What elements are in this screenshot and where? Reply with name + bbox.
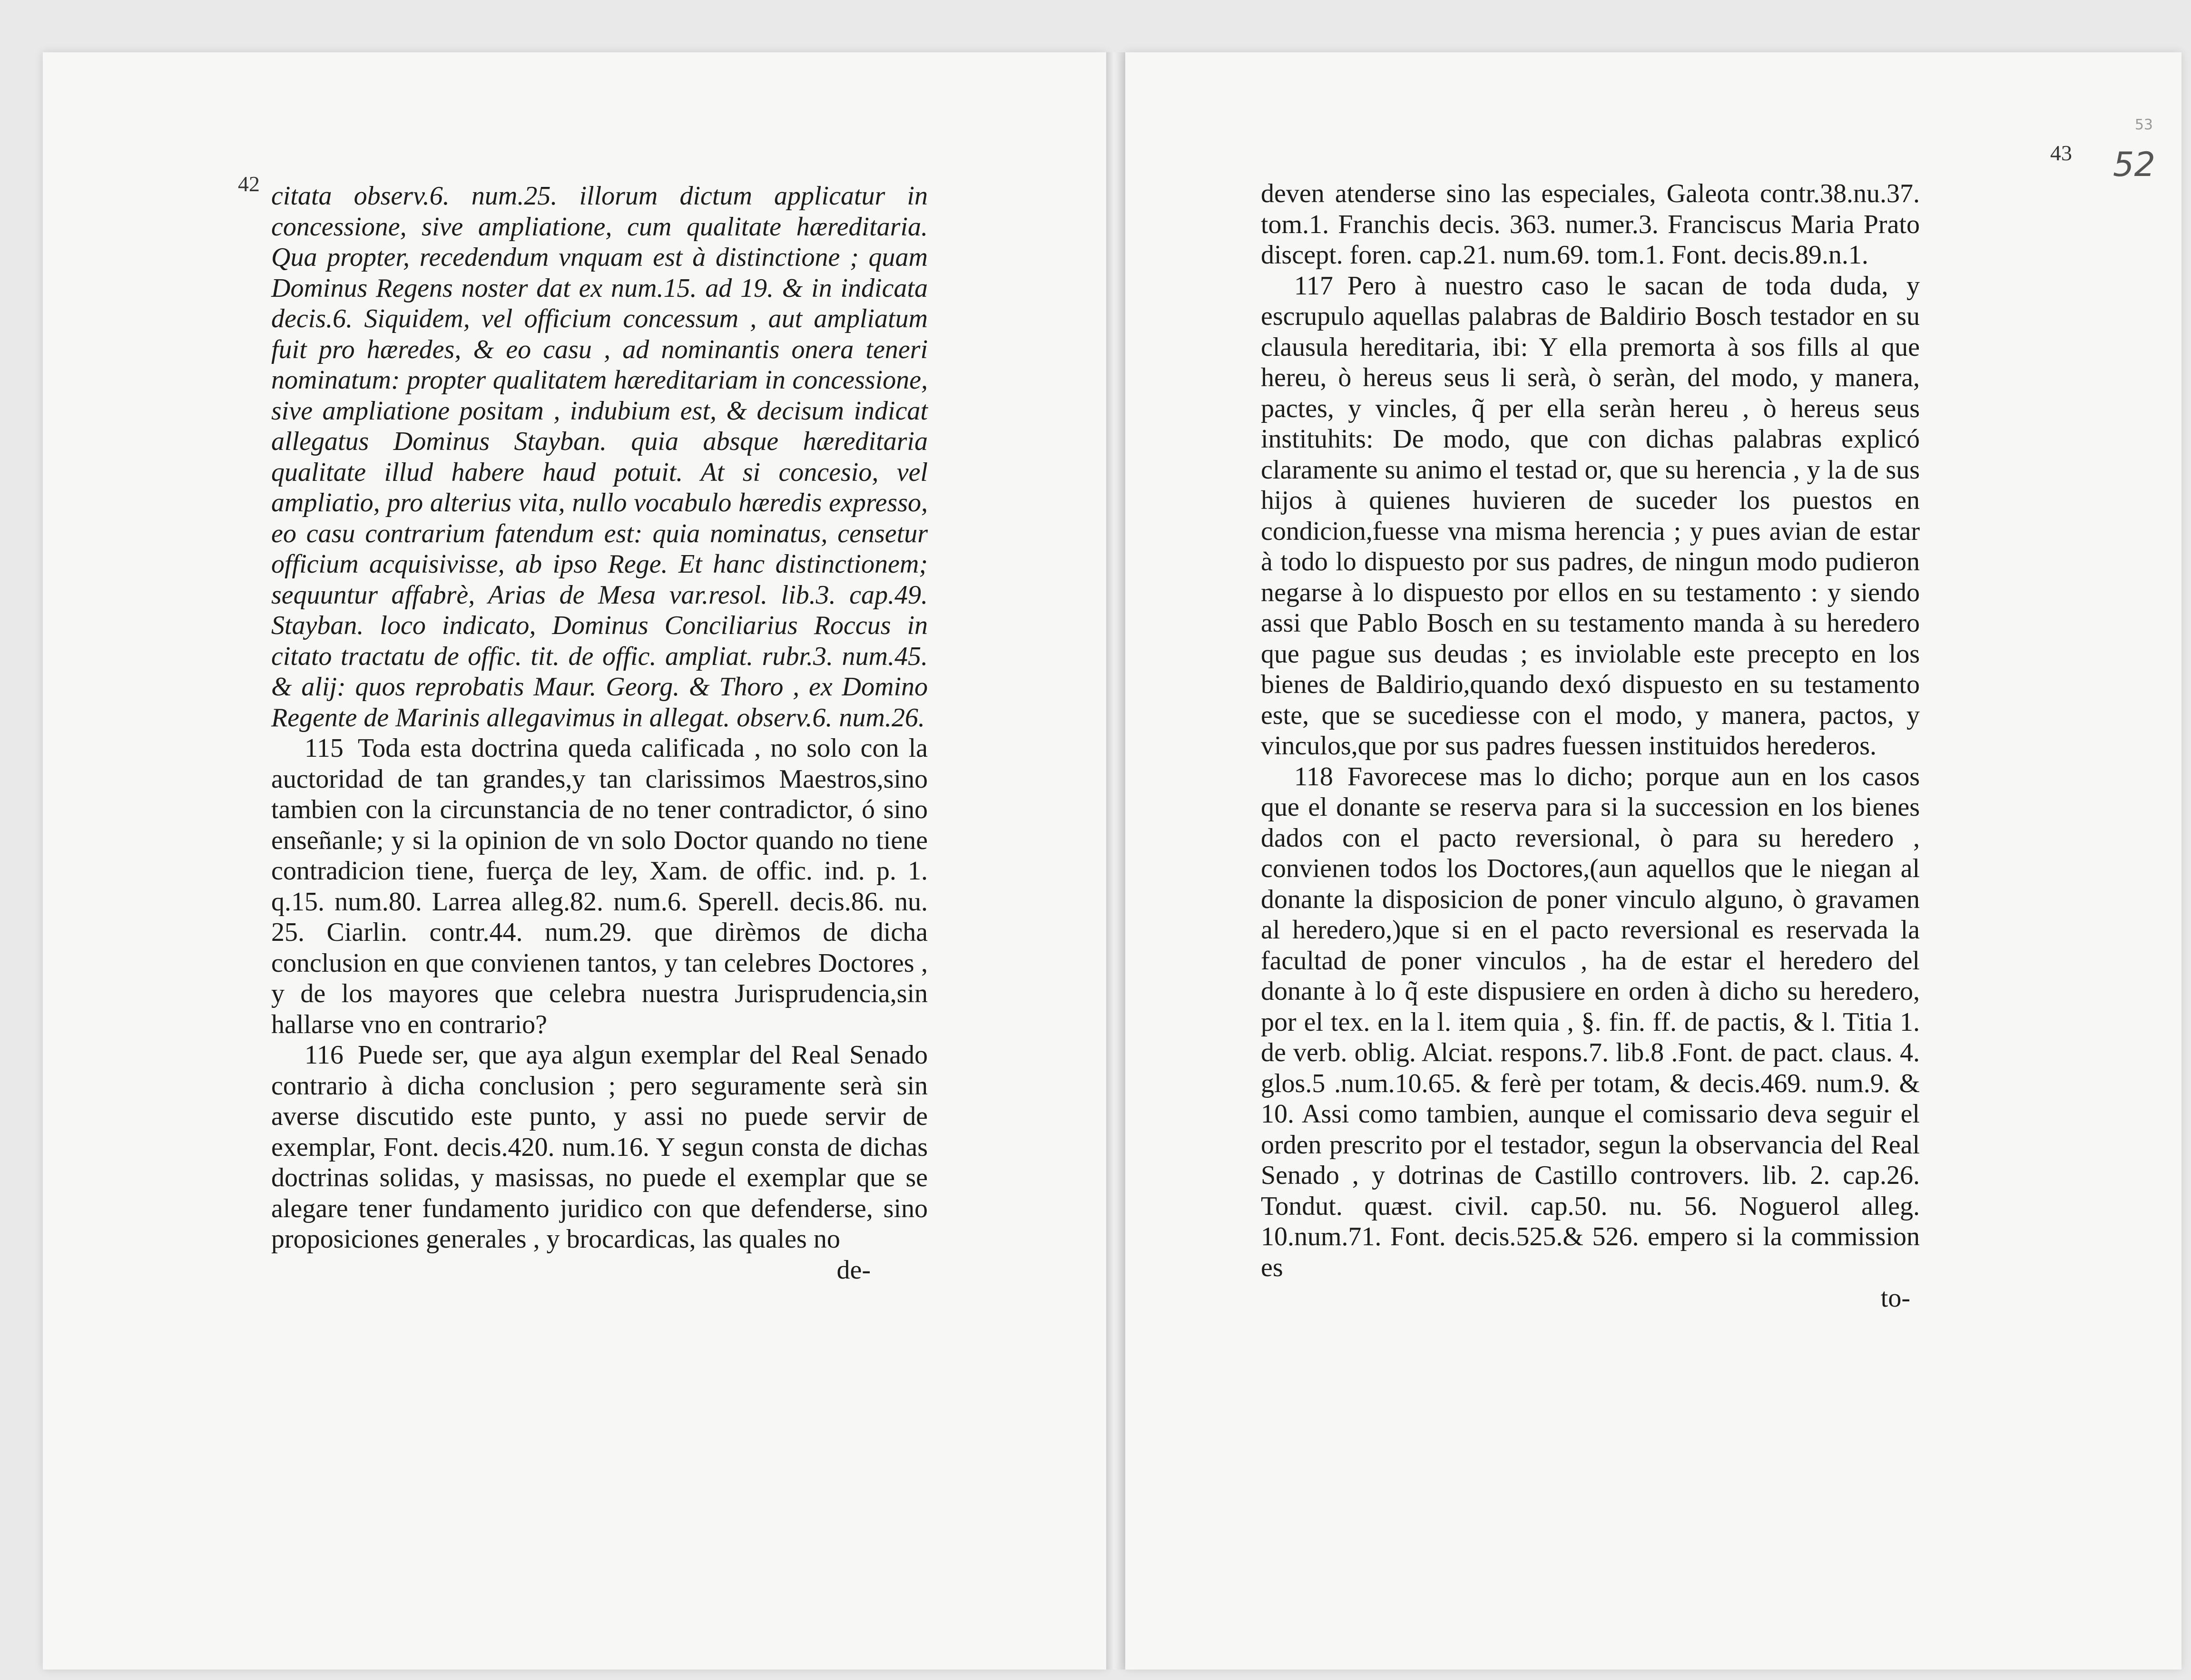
left-page-text (271, 181, 928, 1285)
right-page-number: 43 (2050, 141, 2072, 165)
book-gutter (1106, 52, 1125, 1670)
left-page-number: 42 (238, 172, 260, 196)
paragraph-text: Toda esta doctrina queda calificada , no solo con la auctoridad de tan grandes,y tan clarissimos Maestros,sino tambien con la circunstancia de no tener contradictor, ó sino enseñanle; y si la opinion de vn solo Doctor quando no tiene contradicion tiene, fuerça de ley, Xam. de offic. ind. p. 1. q.15. num.80. Larrea alleg.82. num.6. Sperell. decis.86. nu. 25. Ciarlin. contr.44. num.29. que dirèmos de dicha conclusion en que convienen tantos, y tan celebres Doctores , y de los mayores que celebra nuestra Jurisprudencia,sin hallarse vno en contrario? (271, 733, 928, 1039)
right-page-text (1261, 178, 1920, 1314)
paragraph-115 (271, 733, 928, 1040)
catchword: to- (1880, 1283, 1910, 1313)
paragraph-116 (271, 1040, 928, 1255)
paragraph-number: 118 (1294, 762, 1333, 791)
paragraph-text: Puede ser, que aya algun exemplar del Real Senado contrario à dicha conclusion ; pero seguramente serà sin averse discutido este punto, y assi no puede servir de exemplar, Font. decis.420. num.16. Y segun consta de dichas doctrinas solidas, y masissas, no puede el exemplar que se alegare tener fundamento juridico con que defenderse, sino proposiciones generales , y brocardicas, las quales no (271, 1040, 928, 1254)
folio-small-mark: 53 (2134, 117, 2153, 133)
paragraph-number: 117 (1294, 271, 1333, 301)
paragraph-text: Pero à nuestro caso le sacan de toda duda, y escrupulo aquellas palabras de Baldirio Bosch testador en su clausula hereditaria, ibi: Y ella premorta à sos fills al que hereu, ò hereus seus li serà, ò seràn, del modo, y manera, pactes, y vincles, q̃ per ella seràn hereu , ò hereus seus instituhits: De modo, que con dichas palabras explicó claramente su animo el testad or, que su herencia , y la de sus hijos à quienes huvieren de suceder los puestos en condicion,fuesse vna misma herencia ; y pues avian de estar à todo lo dispuesto por sus padres, de ningun modo pudieron negarse à lo dispuesto por ellos en su testamento : y siendo assi que Pablo Bosch en su testamento manda à su heredero que pague sus deudas ; es inviolable este precepto en los bienes de Baldirio,quando dexó dispuesto en su testamento este, que se sucediesse con el modo, y manera, pactos, y vinculos,que por sus padres fuessen instituidos herederos. (1261, 271, 1920, 761)
paragraph-number: 116 (305, 1040, 344, 1070)
latin-quote: citata observ.6. num.25. illorum dictum applicatur in concessione, sive ampliatione, cum qualitate hæreditaria. Qua propter, recedendum vnquam est à distinctione ; quam Dominus Regens noster dat ex num.15. ad 19. & in indicata decis.6. Siquidem, vel officium concessum , aut ampliatum fuit pro hæredes, & eo casu , ad nominantis onera teneri nominatum: propter qualitatem hæreditariam in concessione, sive ampliatione positam , indubium est, & decisum indicat allegatus Dominus Stayban. quia absque hæreditaria qualitate illud habere haud potuit. At si concesio, vel ampliatio, pro alterius vita, nullo vocabulo hæredis expresso, eo casu contrarium fatendum est: quia nominatus, censetur officium acquisivisse, ab ipso Rege. Et hanc distinctionem; sequuntur affabrè, Arias de Mesa var.resol. lib.3. cap.49. Stayban. loco indicato, Dominus Conciliarius Roccus in citato tractatu de offic. tit. de offic. ampliat. rubr.3. num.45. & alij: quos reprobatis Maur. Georg. & Thoro , ex Domino Regente de Marinis allegavimus in allegat. observ.6. num.26. (271, 181, 928, 733)
paragraph-118 (1261, 762, 1920, 1283)
paragraph-117 (1261, 271, 1920, 762)
paragraph-text: Favorecese mas lo dicho; porque aun en los casos que el donante se reserva para si la succession en los bienes dados con el pacto reversional, ò para su heredero , convienen todos los Doctores,(aun aquellos que le niegan al donante la disposicion de poner vinculo alguno, ò gravamen al heredero,)que si en el pacto reversional es reservada la facultad de poner vinculos , ha de estar el heredero del donante à lo q̃ este dispusiere en orden à dicho su heredero, por el tex. en la l. item quia , §. fin. ff. de pactis, & l. Titia 1. de verb. oblig. Alciat. respons.7. lib.8 .Font. de pact. claus. 4. glos.5 .num.10.65. & ferè per totam, & decis.469. num.9. & 10. Assi como tambien, aunque el comissario deva seguir el orden prescrito por el testador, segun la observancia del Real Senado , y dotrinas de Castillo controvers. lib. 2. cap.26. Tondut. quæst. civil. cap.50. nu. 56. Noguerol alleg. 10.num.71. Font. decis.525.& 526. empero si la commission es (1261, 762, 1920, 1282)
paragraph-number: 115 (305, 733, 344, 763)
opening-text: deven atenderse sino las especiales, Galeota contr.38.nu.37. tom.1. Franchis decis. 363. numer.3. Franciscus Maria Prato discept. foren. cap.21. num.69. tom.1. Font. decis.89.n.1. (1261, 179, 1920, 270)
catchword: de- (836, 1255, 871, 1285)
folio-handwritten-number: 52 (2112, 145, 2155, 184)
